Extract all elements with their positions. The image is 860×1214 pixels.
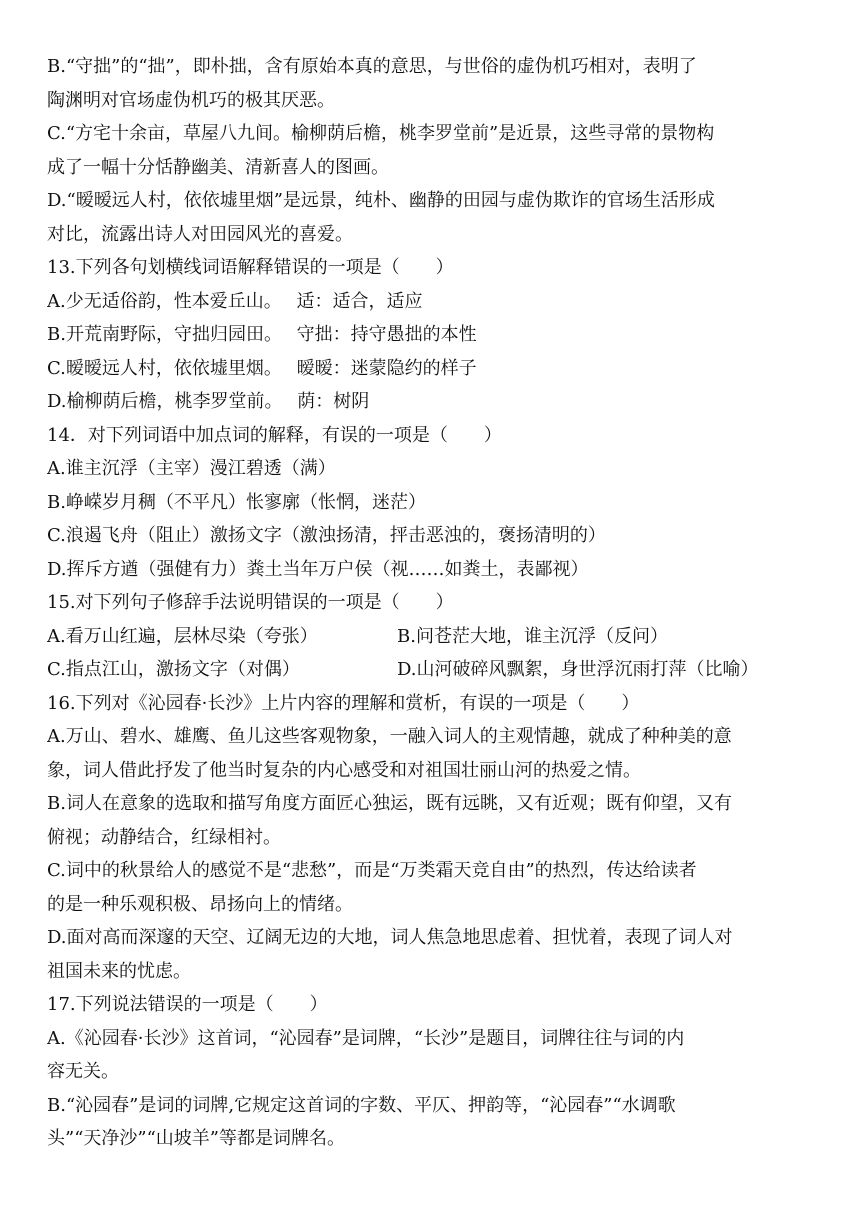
dotted-word: 漫: [210, 452, 228, 486]
option-text: 沉浮（主宰）: [101, 458, 210, 479]
text-line: 祖国未来的忧虑。: [47, 960, 191, 982]
text-line: B.词人在意象的选取和描写角度方面匠心独运，既有远眺，又有近观；既有仰望，又有: [47, 793, 732, 814]
question-13-option-c: C.暧暧远人村，依依墟里烟。 暧暧：迷蒙隐约的样子: [47, 357, 477, 379]
text-line: D.面对高而深邃的天空、辽阔无边的大地，词人焦急地思虑着、担忧着，表现了词人对: [47, 927, 733, 948]
text-line: C.词中的秋景给人的感觉不是“悲愁”，而是“万类霜天竞自由”的热烈，传达给读者: [47, 860, 697, 881]
text-line: 俯视；动静结合，红绿相衬。: [47, 826, 281, 848]
option-text: B.: [47, 491, 66, 513]
text-line: 陶渊明对官场虚伪机巧的极其厌恶。: [47, 89, 335, 111]
option-text: C.浪: [47, 525, 84, 546]
text-line: B.“守拙”的“拙”，即朴拙，含有原始本真的意思，与世俗的虚伪机巧相对，表明了: [47, 56, 697, 77]
text-line: D.“暧暧远人村，依依墟里烟”是远景，纯朴、幽静的田园与虚伪欺诈的官场生活形成: [47, 190, 715, 211]
option-text: A.谁: [47, 458, 84, 479]
dotted-word: 激扬: [210, 519, 246, 553]
dotted-word: 遏: [84, 519, 102, 553]
option-text: D.挥斥方: [47, 558, 121, 580]
question-13-option-d: D.榆柳荫后檐，桃李罗堂前。 荫：树阴: [47, 391, 370, 412]
text-line: C.“方宅十余亩，草屋八九间。榆柳荫后檐，桃李罗堂前”是近景，这些寻常的景物构: [47, 123, 715, 144]
text-line: A.《沁园春·长沙》这首词，“沁园春”是词牌，“长沙”是题目，词牌往往与词的内: [47, 1027, 685, 1049]
dotted-word: 粪土: [247, 553, 283, 587]
dotted-word: 主: [84, 452, 102, 486]
question-14-option-d: [47, 553, 817, 587]
text-line: 象，词人借此抒发了他当时复杂的内心感受和对祖国壮丽山河的热爱之情。: [47, 759, 641, 781]
question-15-option-b: B.问苍茫大地，谁主沉浮（反问）: [397, 625, 668, 647]
document-page: [47, 50, 817, 1156]
question-14-option-c: [47, 519, 817, 553]
option-text: 岁月稠（不平凡）: [101, 491, 246, 513]
option-text: 飞舟（阻止）: [101, 525, 210, 546]
question-13-option-a: A.少无适俗韵，性本爱丘山。 适：适合，适应: [47, 290, 423, 312]
text-line: A.万山、碧水、雄鹰、鱼儿这些客观物象，一融入词人的主观情趣，就成了种种美的意: [47, 726, 732, 747]
question-14-option-b: [47, 486, 817, 520]
question-14-title: 14．对下列词语中加点词的解释，有误的一项是（ ）: [47, 424, 502, 446]
text-line: 头”“天净沙”“山坡羊”等都是词牌名。: [47, 1128, 346, 1149]
question-15-option-a: A.看万山红遍，层林尽染（夸张）: [47, 625, 318, 647]
question-15-option-d: D.山河破碎风飘絮，身世浮沉雨打萍（比喻）: [397, 659, 759, 680]
question-16-title: 16.下列对《沁园春·长沙》上片内容的理解和赏析，有误的一项是（ ）: [47, 692, 640, 714]
dotted-word: 怅: [246, 486, 264, 520]
text-line: 的是一种乐观积极、昂扬向上的情绪。: [47, 893, 353, 915]
option-text: 江碧透（满）: [227, 458, 336, 479]
question-15-option-c: C.指点江山，激扬文字（对偶）: [47, 659, 300, 680]
question-13-option-b: B.开荒南野际，守拙归园田。 守拙：持守愚拙的本性: [47, 324, 477, 345]
dotted-word: 遒: [121, 553, 139, 587]
text-line: 对比，流露出诗人对田园风光的喜爱。: [47, 223, 353, 245]
text-line: 成了一幅十分恬静幽美、清新喜人的图画。: [47, 156, 389, 178]
option-text: 寥廓（怅惘，迷茫）: [263, 491, 426, 513]
question-17-title: 17.下列说法错误的一项是（ ）: [47, 994, 328, 1015]
option-text: （强健有力）: [138, 558, 247, 580]
option-text: 文字（激浊扬清，抨击恶浊的，褒扬清明的）: [245, 525, 606, 546]
option-text: 当年万户侯（视……如粪土，表鄙视）: [282, 558, 589, 580]
question-15-title: 15.对下列句子修辞手法说明错误的一项是（ ）: [47, 592, 454, 613]
question-15-row: [47, 620, 817, 654]
question-13-title: 13.下列各句划横线词语解释错误的一项是（ ）: [47, 257, 454, 278]
text-line: 容无关。: [47, 1061, 119, 1082]
question-14-option-a: [47, 452, 817, 486]
question-15-row: [47, 653, 817, 687]
text-line: B.“沁园春”是词的词牌,它规定这首词的字数、平仄、押韵等，“沁园春”“水调歌: [47, 1094, 676, 1116]
dotted-word: 峥嵘: [66, 486, 102, 520]
